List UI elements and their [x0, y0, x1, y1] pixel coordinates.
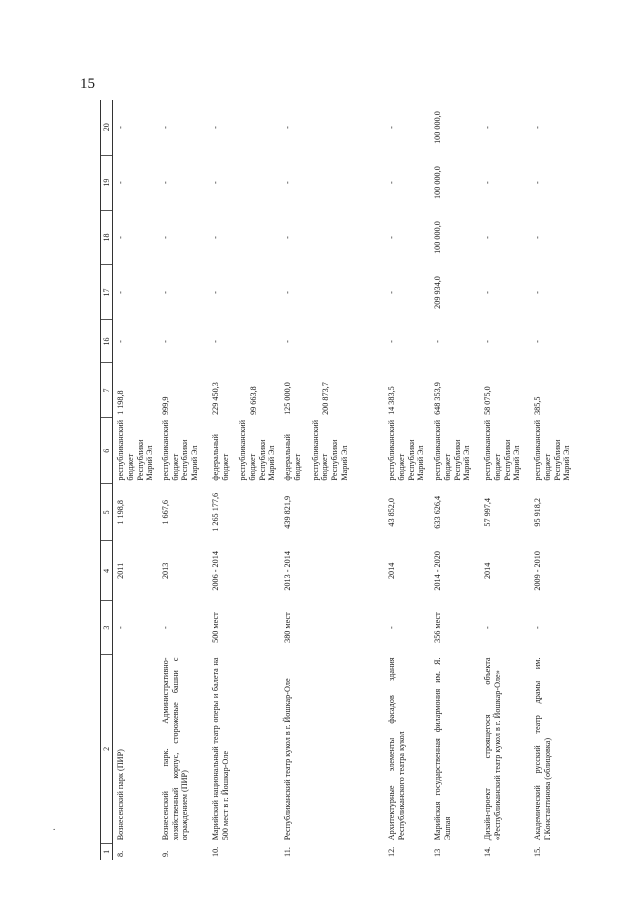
row-number: 10. [211, 846, 221, 857]
rotated-table-container [100, 100, 630, 860]
period: 2013 [161, 562, 171, 580]
amount-item: 648 353,9 [433, 382, 443, 415]
page-mark: . [53, 822, 56, 832]
amount-item: 200 873,7 [320, 382, 330, 415]
row-number: 13 [433, 848, 443, 857]
amount-col7 [430, 363, 480, 418]
total-cost: 1 667,6 [161, 500, 171, 525]
row-number: 15. [533, 846, 543, 857]
object-name: Марийская государственная филармония им. Я. Эшпая [433, 657, 452, 841]
amount-item: 99 663,8 [248, 386, 258, 415]
table-row [208, 100, 280, 860]
amount-col18: - [387, 236, 397, 239]
header-cell: 5 [101, 484, 113, 541]
total-cost: 1 265 177,6 [211, 492, 221, 532]
amount-col16: - [161, 340, 171, 343]
total-cost: 1 198,8 [116, 500, 126, 525]
amount-col7 [158, 363, 208, 418]
funding-source-item: республиканский бюджет Республики Марий Эл [238, 420, 277, 481]
table-row [280, 100, 384, 860]
total-cost: 95 918,2 [533, 497, 543, 527]
amount-col17: - [116, 291, 126, 294]
header-cell: 18 [101, 210, 113, 265]
capacity: - [533, 626, 543, 629]
amount-col19: - [211, 181, 221, 184]
amount-col16: - [483, 340, 493, 343]
total-cost: 57 997,4 [483, 497, 493, 527]
header-cell: 17 [101, 265, 113, 320]
amount-item: 125 000,0 [283, 382, 293, 415]
header-cell: 6 [101, 418, 113, 484]
amount-col18: - [533, 236, 543, 239]
header-cell: 16 [101, 320, 113, 363]
amount-item: 999,9 [161, 396, 171, 415]
total-cost: 43 852,0 [387, 497, 397, 527]
table-body [113, 100, 590, 860]
capacity: - [387, 626, 397, 629]
amount-col17: - [483, 291, 493, 294]
period: 2009 - 2010 [533, 551, 543, 591]
amount-col17: - [283, 291, 293, 294]
program-table [100, 100, 590, 860]
capacity: - [116, 626, 126, 629]
capacity: 356 мест [433, 612, 443, 643]
period: 2013 - 2014 [283, 551, 293, 591]
amount-col19: - [387, 181, 397, 184]
amount-col20: - [116, 126, 126, 129]
amount-col7 [280, 363, 384, 418]
header-cell: 1 [101, 843, 113, 860]
amount-col7 [208, 363, 280, 418]
object-name: Вознесенский парк (ПИР) [116, 749, 126, 841]
amount-col16: - [533, 340, 543, 343]
capacity: - [161, 626, 171, 629]
period: 2011 [116, 562, 126, 579]
object-name: Вознесенский парк. Административно-хозяйственный корпус, сторожевые башни с ограждением (ПИР) [161, 657, 190, 841]
header-row [101, 100, 113, 860]
row-number: 9. [161, 850, 171, 857]
amount-col18: - [116, 236, 126, 239]
funding-source [208, 418, 280, 484]
amount-col18: - [283, 236, 293, 239]
object-name: Архитектурные элементы фасадов здания Республиканского театра кукол [387, 657, 406, 841]
funding-source-item: республиканский бюджет Республики Марий Эл [483, 420, 522, 481]
funding-source [530, 418, 590, 484]
period: 2014 - 2020 [433, 551, 443, 591]
total-cost: 633 626,4 [433, 495, 443, 529]
table-row [113, 100, 158, 860]
row-number: 8. [116, 850, 126, 857]
funding-source-item: федеральный бюджет [283, 434, 302, 481]
header-cell: 19 [101, 155, 113, 210]
table-row [430, 100, 480, 860]
amount-col16: - [211, 340, 221, 343]
amount-col18: - [483, 236, 493, 239]
capacity: 500 мест [211, 612, 221, 643]
funding-source [158, 418, 208, 484]
row-number: 12. [387, 846, 397, 857]
total-cost: 439 821,9 [283, 495, 293, 529]
funding-source-item: республиканский бюджет Республики Марий Эл [533, 420, 572, 481]
object-name: Дизайн-проект строящегося объекта «Республиканский театр кукол в г. Йошкар-Оле» [483, 657, 502, 841]
amount-col7 [113, 363, 158, 418]
row-number: 14. [483, 846, 493, 857]
funding-source-item: республиканский бюджет Республики Марий Эл [387, 420, 426, 481]
amount-col20: 100 000,0 [433, 111, 443, 144]
amount-col19: 100 000,0 [433, 166, 443, 199]
header-cell: 7 [101, 363, 113, 418]
period: 2014 [387, 562, 397, 580]
table-row [384, 100, 430, 860]
object-name: Марийский национальный театр оперы и балета на 500 мест в г. Йошкар-Оле [211, 657, 230, 841]
capacity: - [483, 626, 493, 629]
header-cell: 20 [101, 100, 113, 155]
page-number: 15 [80, 76, 95, 92]
funding-source [280, 418, 384, 484]
table-row [158, 100, 208, 860]
amount-col19: - [161, 181, 171, 184]
header-cell: 2 [101, 654, 113, 843]
amount-col17: - [211, 291, 221, 294]
capacity: 380 мест [283, 612, 293, 643]
amount-item: 1 198,8 [116, 390, 126, 415]
amount-col18: - [161, 236, 171, 239]
amount-col17: - [387, 291, 397, 294]
amount-col19: - [533, 181, 543, 184]
funding-source [480, 418, 530, 484]
row-number: 11. [283, 847, 293, 857]
amount-col18: 100 000,0 [433, 221, 443, 254]
amount-col17: - [161, 291, 171, 294]
amount-col7 [530, 363, 590, 418]
funding-source-item: республиканский бюджет Республики Марий Эл [433, 420, 472, 481]
object-name: Академический русский театр драмы им. Г.Константинова (облицовка) [533, 657, 552, 841]
funding-source [113, 418, 158, 484]
amount-col20: - [211, 126, 221, 129]
amount-col19: - [483, 181, 493, 184]
amount-item: 14 383,5 [387, 386, 397, 415]
amount-col20: - [483, 126, 493, 129]
amount-col16: - [433, 340, 443, 343]
funding-source-item: республиканский бюджет Республики Марий Эл [310, 420, 349, 481]
period: 2014 [483, 562, 493, 580]
table-row [530, 100, 590, 860]
amount-col20: - [283, 126, 293, 129]
funding-source-item: федеральный бюджет [211, 434, 230, 481]
amount-col20: - [387, 126, 397, 129]
header-cell: 3 [101, 601, 113, 655]
amount-col19: - [116, 181, 126, 184]
amount-item: 58 075,0 [483, 386, 493, 415]
object-name: Республиканский театр кукол в г. Йошкар-Оле [283, 678, 293, 841]
amount-col16: - [116, 340, 126, 343]
table-row [480, 100, 530, 860]
header-cell: 4 [101, 541, 113, 601]
funding-source-item: республиканский бюджет Республики Марий Эл [161, 420, 200, 481]
amount-col19: - [283, 181, 293, 184]
amount-col20: - [161, 126, 171, 129]
amount-col7 [384, 363, 430, 418]
amount-col17: 209 934,0 [433, 276, 443, 309]
amount-col20: - [533, 126, 543, 129]
amount-col16: - [283, 340, 293, 343]
amount-col16: - [387, 340, 397, 343]
period: 2006 - 2014 [211, 551, 221, 591]
amount-item: 385,5 [533, 396, 543, 415]
amount-col17: - [533, 291, 543, 294]
amount-col18: - [211, 236, 221, 239]
funding-source-item: республиканский бюджет Республики Марий Эл [116, 420, 155, 481]
amount-item: 229 450,3 [211, 382, 221, 415]
funding-source [384, 418, 430, 484]
amount-col7 [480, 363, 530, 418]
funding-source [430, 418, 480, 484]
